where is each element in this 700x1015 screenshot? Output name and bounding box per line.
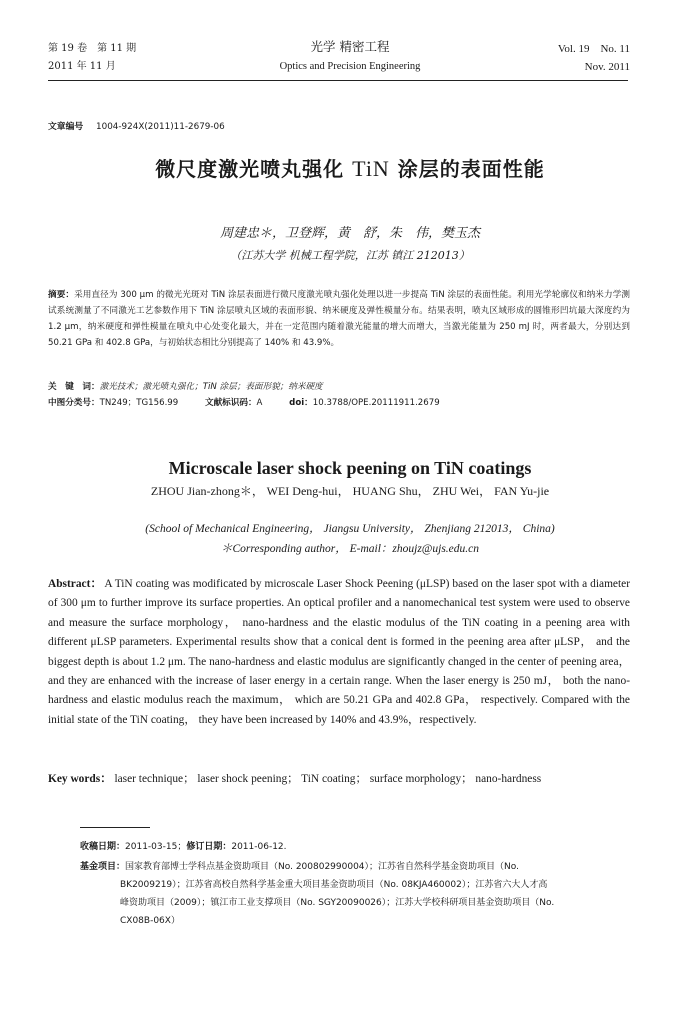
article-number-label: 文章编号 [48, 122, 84, 132]
fund-line-1: 国家教育部博士学科点基金资助项目（No. 200802990004）；江苏省自然科学基金资助项目（No. [125, 862, 519, 872]
en-keywords-label: Key words： [48, 773, 112, 785]
fund-line-2: BK2009219）；江苏省高校自然科学基金重大项目基金资助项目（No. 08KJA460002）；江苏省六大人才高 [120, 880, 548, 890]
cn-title-part1: 微尺度激光喷丸强化 [155, 157, 353, 181]
fund-line-3: 峰资助项目（2009）；镇江市工业支撑项目（No. SGY20090026）；江苏大学校科研项目基金资助项目（No. [120, 898, 555, 908]
en-keywords-text: laser technique； laser shock peening； TiN coating； surface morphology； nano-hardness [111, 773, 542, 785]
received-label: 收稿日期： [80, 842, 126, 852]
issue-date: 2011 年 11 月 [48, 61, 116, 72]
fund-line-4: CX08B-06X） [120, 916, 180, 926]
doc-code-label: 文献标识码： [204, 398, 257, 408]
cn-authors: 周建忠＊，卫登辉，黄 舒，朱 伟，樊玉杰 [219, 226, 480, 241]
cn-abstract-label: 摘要： [48, 290, 75, 300]
en-keywords [48, 770, 648, 786]
date-en: Nov. 2011 [584, 61, 630, 73]
cn-abstract [48, 287, 630, 351]
footnote-funding [80, 858, 630, 930]
footnote-rule [80, 827, 150, 828]
en-authors: ZHOU Jian-zhong＊， WEI Deng-hui， HUANG Shu， ZHU Wei， FAN Yu-jie [150, 484, 550, 498]
cn-title-tin: TiN [352, 156, 390, 181]
revised-label: 修订日期： [186, 842, 232, 852]
en-title: Microscale laser shock peening on TiN coatings [168, 458, 532, 478]
footnote-dates [80, 838, 630, 856]
clc-label: 中图分类号： [48, 398, 100, 408]
journal-name-en: Optics and Precision Engineering [279, 61, 421, 72]
cn-keywords-label: 关 键 词： [48, 382, 100, 392]
en-affiliation: (School of Mechanical Engineering， Jiangsu University， Zhenjiang 212013， China) [145, 523, 555, 535]
received-value: 2011-03-15； [125, 842, 187, 852]
volume-number-en: Vol. 19 No. 11 [557, 43, 630, 55]
volume-issue: 第 19 卷 第 11 期 [48, 43, 137, 54]
doi-value: 10.3788/OPE.20111911.2679 [312, 398, 440, 408]
cn-title [0, 153, 700, 182]
revised-value: 2011-06-12. [231, 842, 287, 852]
journal-name-cn: 光学 精密工程 [310, 39, 390, 54]
cn-keywords-text: 激光技术；激光喷丸强化；TiN 涂层；表面形貌；纳米硬度 [99, 382, 323, 392]
fund-label: 基金项目： [80, 862, 126, 872]
cn-affiliation: （江苏大学 机械工程学院，江苏 镇江 212013） [230, 249, 470, 262]
en-abstract [48, 575, 630, 730]
en-corresponding: ＊Corresponding author， E-mail：zhoujz@ujs.edu.cn [220, 543, 480, 555]
article-number-value: 1004-924X(2011)11-2679-06 [96, 122, 225, 132]
doi-label: doi： [289, 398, 313, 408]
cn-classification [48, 395, 630, 411]
cn-abstract-text: 采用直径为 300 μm 的微光光斑对 TiN 涂层表面进行微尺度激光喷丸强化处理以进一步提高 TiN 涂层的表面性能。利用光学轮廓仪和纳米力学测试系统测量了不同激光工艺参数作用下 TiN 涂层喷丸区域的表面形貌、纳米硬度及弹性模量分布。结果表明，喷丸区域形成的圆锥形凹坑最大深度约为 1.2 μm，纳米硬度和弹性模量在喷丸中心处变化最大，并在一定范围内随着激光能量的增大而增大，当激光能量为 250 mJ 时，两者最大，分别达到 50.21 GPa 和 402.8 GPa，与初始状态相比分别提高了 140% 和 43.9%。 [48, 290, 630, 348]
doc-code-value: A [256, 398, 263, 408]
en-abstract-text: A TiN coating was modificated by microscale Laser Shock Peening (μLSP) based on the laser spot with a diameter of 300 μm to further improve its surface properties. An optical profiler and a nanomechanical test system were used to observe and measure the surface morphology， nano-hardness and the elastic modulus of the TiN coating in a peening area with different μLSP parameters. Experimental results show that a conical dent is formed in the peening area after μLSP， and the biggest depth is about 1.2 μm. The nano-hardness and elastic modulus are significantly changed in the center of peening area， and they are enhanced with the increase of laser energy in a certain range. When the laser energy is 250 mJ， both the nano-hardness and elastic modulus reach the maximum， which are 50.21 GPa and 402.8 GPa， respectively. Compared with the initial state of the TiN coating， they have been increased by 140% and 43.9%，respectively. [48, 578, 631, 726]
cn-title-part3: 涂层的表面性能 [389, 157, 545, 181]
cn-keywords [48, 379, 630, 395]
clc-value: TN249；TG156.99 [99, 398, 179, 408]
article-number [48, 119, 225, 132]
en-abstract-label: Abstract： [48, 578, 103, 590]
header-rule [48, 80, 628, 81]
